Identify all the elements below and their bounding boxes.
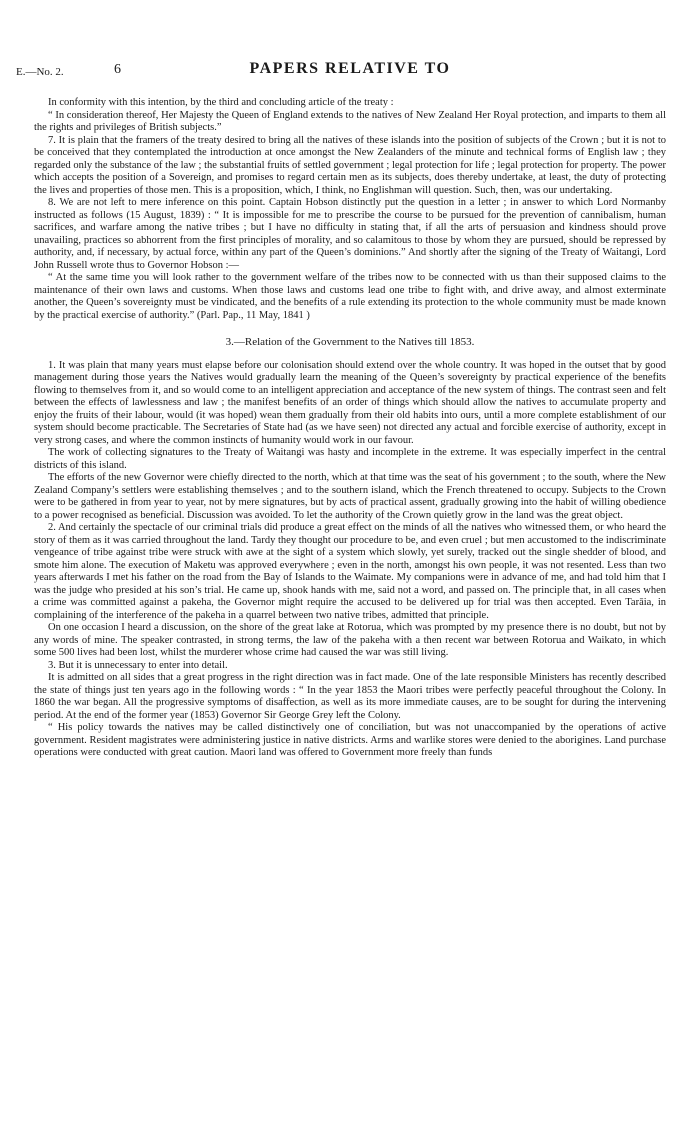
running-header xyxy=(16,60,684,80)
document-reference: E.—No. 2. xyxy=(16,66,64,78)
page-title: PAPERS RELATIVE TO xyxy=(249,60,451,77)
document-body xyxy=(34,97,666,760)
paragraph: “ In consideration thereof, Her Majesty the Queen of England extends to the natives of New Zealand Her Royal protection, and imparts to them all the rights and privileges of British subjects.” xyxy=(34,109,666,133)
paragraph: 8. We are not left to mere inference on this point. Captain Hobson distinctly put the question in a letter ; in answer to which Lord Normanby instructed as follows (15 August, 1839) : “ It is impossible for me to prescribe the course to be pursued for the prevention of cannibalism, human sacrifices, and warfare among the native tribes ; but I have no difficulty in stating that, if all the arts of persuasion and kindness should prove unavailing, practices so abhorrent from the first principles of morality, and so calamitous to those by whom they are pursued, should be repressed by authority, and, if necessary, by actual force, within any part of the Queen’s dominions.” And shortly after the signing of the Treaty of Waitangi, Lord John Russell wrote thus to Governor Hobson :— xyxy=(34,197,666,271)
paragraph: 2. And certainly the spectacle of our criminal trials did produce a great effect on the minds of all the natives who witnessed them, or who heard the story of them as it was carried throughout the land. Tardy they thought our procedure to be, and even cruel ; but men accustomed to the indiscriminate vengeance of tribe against tribe were struck with awe at the sight of a system which slowly, yet surely, tracked out the single shedder of blood, and smote him alone. The execution of Maketu was approved everywhere ; even in the north, amongst his own people, it was not resented. Less than two years afterwards I met his father on the road from the Bay of Islands to the Waimate. My companions were in advance of me, and had told him that I was the judge who presided at his son’s trial. He came up, shook hands with me, said not a word, and passed on. The principle that, in all cases when a crime was committed against a pakeha, the Governor might require the accused to be delivered up for trial was then accepted. Even Tarāia, in complaining of the interference of the pakeha in a quarrel between two native tribes, admitted that principle. xyxy=(34,522,666,621)
paragraph: On one occasion I heard a discussion, on the shore of the great lake at Rotorua, which was prompted by my presence there is no doubt, but not by any words of mine. The speaker contrasted, in strong terms, the law of the pakeha with a then recent war between Rotorua and Waikato, in which some 500 lives had been lost, whilst the murderer whose crime had caused the war was still living. xyxy=(34,622,666,658)
paragraph: In conformity with this intention, by the third and concluding article of the treaty : xyxy=(48,97,394,108)
paragraph: The efforts of the new Governor were chiefly directed to the north, which at that time was the seat of his government ; to the south, where the New Zealand Company’s settlers were establishing themselves ; and to the southern island, which the French threatened to occupy. Subjects to the Crown were to be gathered in from year to year, not by mere signatures, but by acts of practical assent, gradually growing into the habit of willing obedience to a power recognised as beneficial. Discussion was avoided. To let the authority of the Crown quietly grow in the land was the great object. xyxy=(34,472,666,521)
section-heading: 3.—Relation of the Government to the Natives till 1853. xyxy=(225,336,475,348)
paragraph: It is admitted on all sides that a great progress in the right direction was in fact made. One of the late responsible Ministers has recently described the state of things just ten years ago in the following words : “ In the year 1853 the Maori tribes were perfectly peaceful throughout the Colony. In 1860 the war began. All the progressive symptoms of disaffection, as well as its more immediate causes, are to be sought for during the intervening period. At the end of the former year (1853) Governor Sir George Grey left the Colony. xyxy=(34,672,666,721)
paragraph: The work of collecting signatures to the Treaty of Waitangi was hasty and incomplete in the extreme. It was especially imperfect in the central districts of this island. xyxy=(34,447,666,471)
paragraph: “ His policy towards the natives may be called distinctively one of conciliation, but was not unaccompanied by the operations of active government. Resident magistrates were administering justice in native districts. Arms and warlike stores were denied to the aborigines. Land purchase operations were conducted with great caution. Maori land was offered to Government more freely than funds xyxy=(34,722,666,758)
paragraph: 7. It is plain that the framers of the treaty desired to bring all the natives of these islands into the position of subjects of the Crown ; but it is not to be conceived that they contemplated the introduction at once amongst the New Zealanders of the minute and technical forms of English law ; they regarded only the substance of the law ; the substantial fruits of settled government ; legal protection for life ; legal protection for property. The power which accepts the position of a Sovereign, and promises to regard certain men as its subjects, does thereby undertake, at least, the duty of protecting the lives and properties of those men. This is a proposition, which, I think, no Englishman will question. Such, then, was our undertaking. xyxy=(34,134,666,196)
paragraph: 1. It was plain that many years must elapse before our colonisation should extend over the whole country. It was hoped in the outset that by good management during those years the Natives would gradually learn the meaning of the Queen’s sovereignty by practical experience of the benefits flowing to themselves from it, and so would come to an intelligent appreciation and acceptance of the new system of things. The contrast seen and felt between the effects of lawlessness and law ; the manifest benefits of an order of things which should allow the natives to accumulate property and enjoy the fruits of their labour, would (it was hoped) wean them gradually from their old habits into ours, until a more complete establishment of our system should become practicable. The Secretaries of State had (as we have seen) not directed any actual and forcible exercise of authority, except in very strong cases, and where the common instincts of humanity would work in our favour. xyxy=(34,359,666,446)
paragraph: “ At the same time you will look rather to the government welfare of the tribes now to be connected with us than their supposed claims to the maintenance of their own laws and customs. When those laws and customs lead one tribe to fight with, and drive away, and almost exterminate another, the Queen’s sovereignty must be vindicated, and the benefits of a rule extending its protection to the whole community must be made known by the practical exercise of authority.” (Parl. Pap., 11 May, 1841 ) xyxy=(34,272,666,321)
page-number: 6 xyxy=(114,62,121,77)
paragraph: 3. But it is unnecessary to enter into detail. xyxy=(48,659,228,671)
